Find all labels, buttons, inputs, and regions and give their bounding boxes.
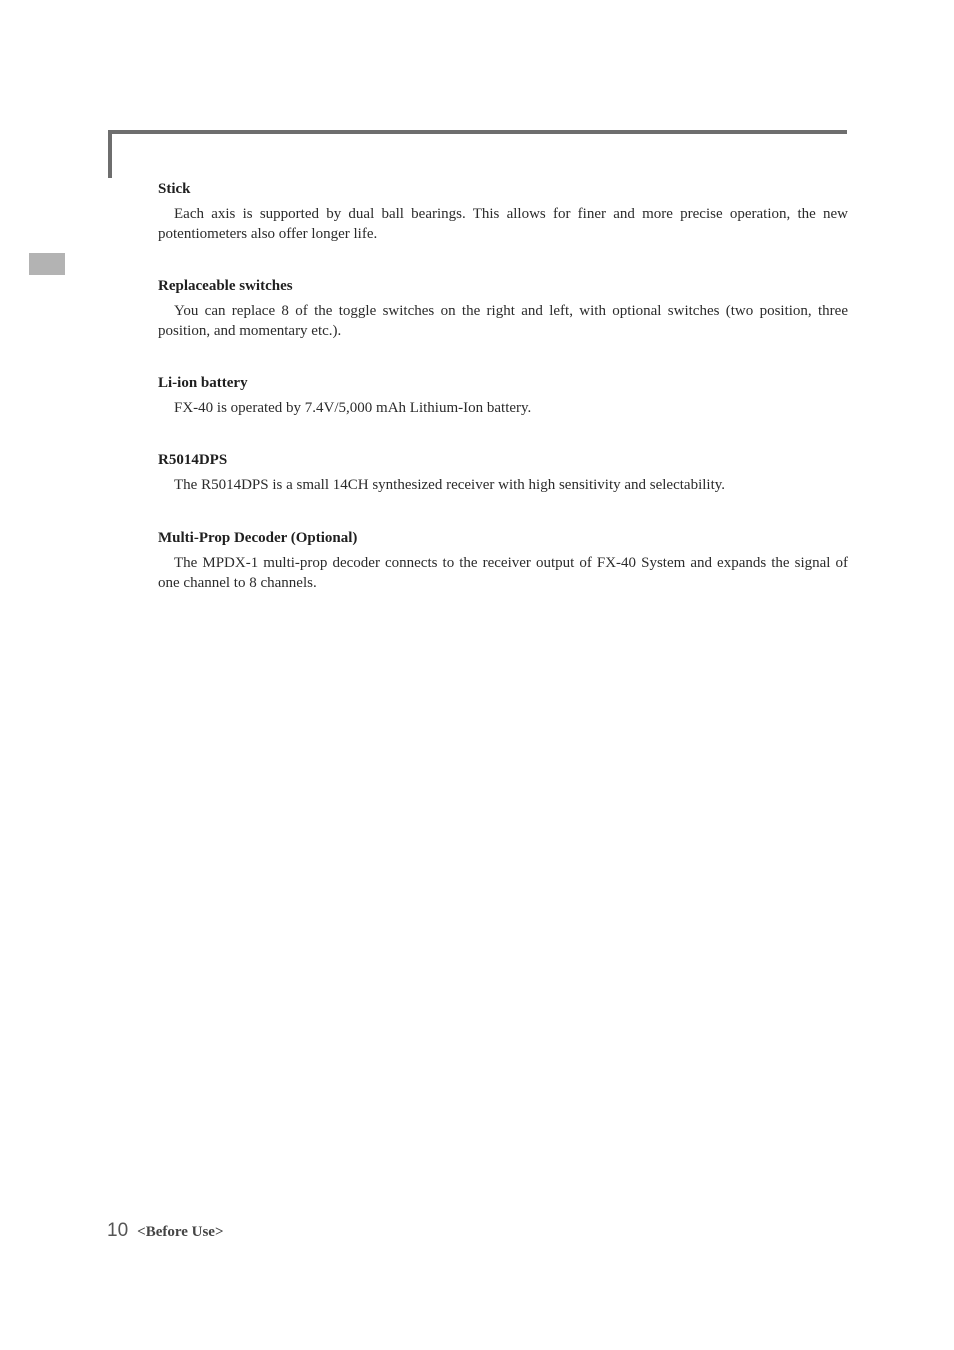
section-li-ion-battery (158, 374, 848, 419)
section-heading: Stick (158, 181, 191, 197)
chapter-side-tab (29, 253, 65, 275)
section-r5014dps (158, 451, 848, 496)
section-body: FX-40 is operated by 7.4V/5,000 mAh Lithium-Ion battery. (174, 400, 532, 416)
footer-section-label: <Before Use> (137, 1224, 224, 1240)
section-body: The MPDX-1 multi-prop decoder connects to the receiver output of FX-40 System and expands the signal of one channel to 8 channels. (158, 555, 848, 591)
section-stick (158, 180, 848, 244)
page-number: 10 (107, 1220, 129, 1241)
section-heading: R5014DPS (158, 452, 228, 468)
page-footer (107, 1220, 224, 1242)
section-body: You can replace 8 of the toggle switches on the right and left, with optional switches (two position, three position, and momentary etc.). (158, 303, 848, 339)
section-multi-prop-decoder (158, 529, 848, 593)
section-body: The R5014DPS is a small 14CH synthesized receiver with high sensitivity and selectability. (174, 477, 726, 493)
section-heading: Replaceable switches (158, 278, 293, 294)
section-heading: Li-ion battery (158, 375, 248, 391)
section-header-bracket (108, 130, 847, 178)
section-heading: Multi-Prop Decoder (Optional) (158, 530, 358, 546)
section-replaceable-switches (158, 277, 848, 341)
section-body: Each axis is supported by dual ball bearings. This allows for finer and more precise operation, the new potentiometers also offer longer life. (158, 206, 848, 242)
